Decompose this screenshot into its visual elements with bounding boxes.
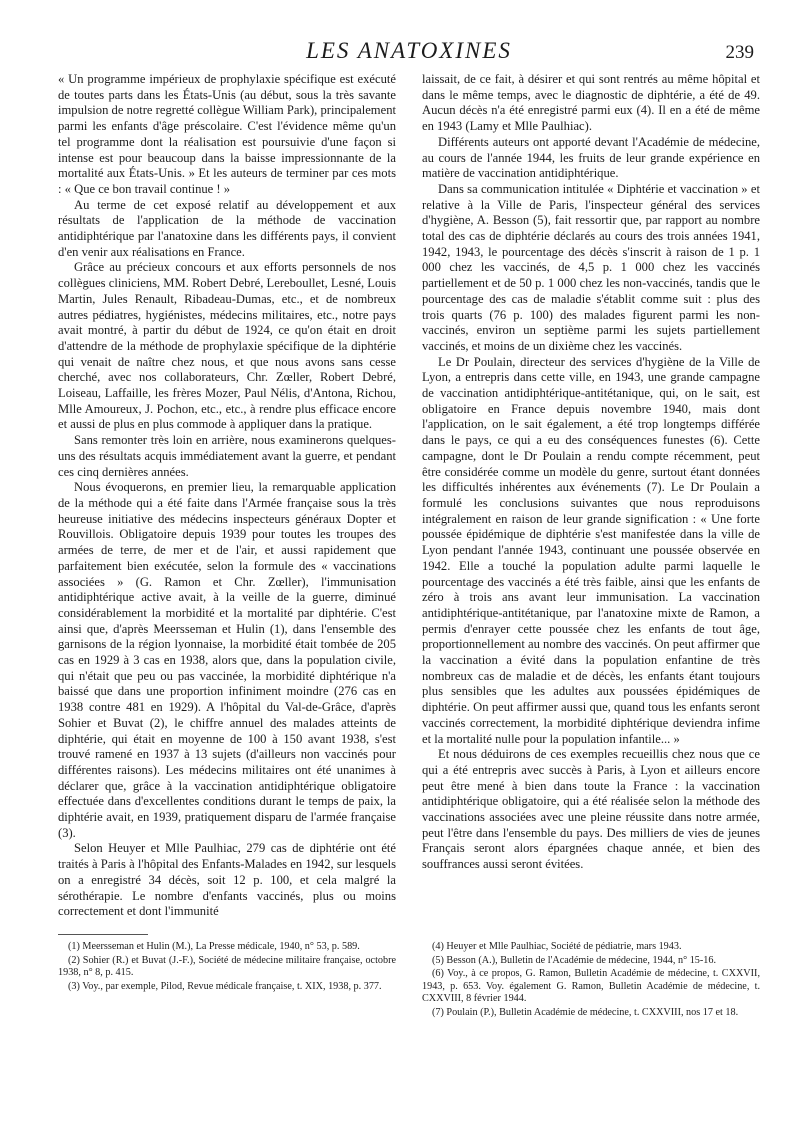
paragraph-p2: Au terme de cet exposé relatif au développement et aux résultats de l'application de la méthode de vaccination antidiphtérique par l'anatoxine dans les différents pays, il convient d'en venir aux réalisations en France.	[58, 197, 396, 259]
page-header	[58, 28, 760, 72]
paragraph-p7: laissait, de ce fait, à désirer et qui sont rentrés au même hôpital et dans le même temps, avec le diagnostic de diphtérie, a été de 49. Aucun décès n'a été enregistré parmi eux (4). Il en a été de même en 1943 (Lamy et Mlle Paulhiac).	[422, 72, 760, 134]
footnote-fn3: (3) Voy., par exemple, Pilod, Revue médicale française, t. XIX, 1938, p. 377.	[68, 980, 382, 992]
page-number: 239	[725, 42, 754, 63]
footnote-rule	[58, 934, 148, 935]
paragraph-p4: Sans remonter très loin en arrière, nous examinerons quelques-uns des résultats acquis immédiatement avant la guerre, et pendant ces cinq dernières années.	[58, 433, 396, 479]
footnote-fn4: (4) Heuyer et Mlle Paulhiac, Société de pédiatrie, mars 1943.	[432, 940, 682, 952]
footnotes-left	[58, 934, 396, 1021]
left-column	[58, 72, 396, 920]
paragraph-p9: Dans sa communication intitulée « Diphtérie et vaccination » et relative à la Ville de Paris, l'inspecteur général des services d'hygiène, A. Besson (5), fait ressortir que, par rapport au nombre total des cas de diphtérie déclarés au cours des trois années 1941, 1942, 1943, le pourcentage des décès s'inscrit à raison de 1 p. 1 000 chez les vaccinés, de 4,5 p. 1 000 chez les vaccinés partiellement et de 50 p. 1 000 chez les non-vaccinés, tandis que le pourcentage des cas de maladie s'établit comme suit : plus des trois quarts (76 p. 100) des malades figurent parmi les non-vaccinés, environ un septième parmi les sujets partiellement vaccinés, et moins de un dixième chez les vaccinés.	[422, 181, 760, 353]
body-columns	[58, 72, 760, 920]
footnote-fn7: (7) Poulain (P.), Bulletin Académie de médecine, t. CXXVIII, nos 17 et 18.	[432, 1006, 739, 1018]
footnote-fn6: (6) Voy., à ce propos, G. Ramon, Bulletin Académie de médecine, t. CXXVII, 1943, p. 653. Voy. également G. Ramon, Bulletin Académie de médecine, t. CXXVIII, 8 février 1944.	[422, 968, 760, 1005]
paragraph-p3: Grâce au précieux concours et aux efforts personnels de nos collègues cliniciens, MM. Robert Debré, Lereboullet, Lesné, Louis Martin, Jules Renault, Ribadeau-Dumas, etc., et de nombreux autres pédiatres, hygiénistes, médecins militaires, etc., notre pays avait montré, à partir du début de 1924, ce qu'on était en droit d'attendre de la méthode de prophylaxie spécifique de la diphtérie qui venait de naître chez nous, et que nous avons sans cesse cherché, avec nos collaborateurs, Chr. Zœller, Robert Debré, Loiseau, Laffaille, les frères Mozer, Paul Nélis, d'Antona, Richou, Mlle Amoureux, J. Pochon, etc., etc., à rendre plus efficace encore et aussi de plus en plus commode à appliquer dans la pratique.	[58, 260, 396, 432]
running-title: LES ANATOXINES	[306, 38, 512, 63]
footnotes	[58, 934, 760, 1021]
paragraph-p1: « Un programme impérieux de prophylaxie spécifique est exécuté de toutes parts dans les États-Unis (au début, sous la très savante impulsion de notre regretté collègue William Park), principalement parmi les enfants d'âge préscolaire. C'est l'évidence même qu'un tel programme dont la réalisation est poursuivie d'une façon si intense est pour beaucoup dans la baisse impressionnante de la mortalité aux États-Unis. » Et les auteurs de terminer par ces mots : « Que ce bon travail continue ! »	[58, 72, 396, 196]
footnote-fn5: (5) Besson (A.), Bulletin de l'Académie de médecine, 1944, n° 15-16.	[432, 954, 717, 966]
footnote-fn1: (1) Meersseman et Hulin (M.), La Presse médicale, 1940, n° 53, p. 589.	[68, 940, 360, 952]
paragraph-p6: Selon Heuyer et Mlle Paulhiac, 279 cas de diphtérie ont été traités à Paris à l'hôpital des Enfants-Malades en 1942, sur lesquels on a enregistré 34 décès, soit 12 p. 100, et cela malgré la sérothérapie. Le nombre d'enfants vaccinés, plus ou moins correctement et dont l'immunité	[58, 841, 396, 919]
paragraph-p8: Différents auteurs ont apporté devant l'Académie de médecine, au cours de l'année 1944, les fruits de leur grande expérience en matière de vaccination antidiphtérique.	[422, 134, 760, 181]
paragraph-p10: Le Dr Poulain, directeur des services d'hygiène de la Ville de Lyon, a entrepris dans cette ville, en 1943, une grande campagne de vaccination antidiphtérique-antitétanique, qui, on le sait, est obligatoire en France depuis novembre 1940, mais dont l'application, on le sait également, a été trop longtemps différée dans le pays, ce qui a eu des conséquences funestes (6). Cette campagne, dont le Dr Poulain a rendu compte récemment, peut être considérée comme un modèle du genre, surtout étant données les difficultés inhérentes aux événements (7). Le Dr Poulain a formulé les conclusions suivantes que nous reproduisons intégralement en raison de leur grande signification : « Une forte poussée épidémique de diphtérie s'est manifestée dans la ville de Lyon pendant l'année 1943, continuant une poussée observée en 1942. Elle a touché la population adulte parmi laquelle le pourcentage des vaccinés a été très faible, ainsi que les enfants de zéro à trois ans avant leur immunisation. La vaccination antidiphtérique-antitétanique, par l'anatoxine mixte de Ramon, a permis d'enrayer cette poussée chez les enfants de tout âge, proportionnellement au nombre des vaccinés. On peut affirmer que la vaccination a évité dans la population enfantine de très nombreux cas de maladie et de décès, les enfants étant toujours plus sensibles que les adultes aux poussées épidémiques de diphtérie. On peut affirmer aussi que, quand tous les enfants seront vaccinés correctement, la morbidité diphtérique deviendra infime et la mortalité nulle pour la population infantile... »	[422, 354, 760, 746]
paragraph-p11: Et nous déduirons de ces exemples recueillis chez nous que ce qui a été entrepris avec succès à Paris, à Lyon et ailleurs encore peut être mené à bien dans toute la France : la vaccination antidiphtérique obligatoire, qui a été réalisée selon la méthode des vaccinations associées avec une pleine réussite dans notre armée, peut l'être dans l'ensemble du pays. Des milliers de vies de jeunes Français seront alors épargnées chaque année, et bien des souffrances aussi seront évitées.	[422, 747, 760, 872]
footnotes-right	[422, 934, 760, 1021]
paragraph-p5: Nous évoquerons, en premier lieu, la remarquable application de la méthode qui a été faite dans l'Armée française sous la très heureuse initiative des médecins inspecteurs généraux Dopter et Rouvillois. Obligatoire depuis 1939 pour toutes les troupes des armées de terre, de mer et de l'air, et aussi rapidement que parfaitement bien exécutée, selon la formule des « vaccinations associées » (G. Ramon et Chr. Zœller), l'immunisation antidiphtérique active avait, à la veille de la guerre, diminué considérablement la morbidité et la mortalité par diphtérie. C'est ainsi que, d'après Meersseman et Hulin (1), dans l'ensemble des garnisons de la région lyonnaise, la morbidité était tombée de 205 cas en 1929 à 3 cas en 1938, alors que, dans la population civile, qui n'était que peu ou pas vaccinée, la morbidité diphtérique n'a baissé que dans une proportion infiniment moindre (276 cas en 1938 contre 481 en 1929). A l'hôpital du Val-de-Grâce, d'après Sohier et Buvat (2), le chiffre annuel des malades atteints de diphtérie, qui était en moyenne de 100 à 150 avant 1938, s'est trouvé ramené en 1937 à 13 sujets (d'ailleurs non vaccinés pour différentes raisons). Les médecins militaires ont été unanimes à déclarer que, grâce à la vaccination antidiphtérique obligatoire effectuée dans d'excellentes conditions durant le temps de paix, la diphtérie avait, en 1939, pratiquement disparu de l'armée française (3).	[58, 480, 396, 840]
footnote-fn2: (2) Sohier (R.) et Buvat (J.-F.), Société de médecine militaire française, octobre 1938, n° 8, p. 415.	[58, 954, 396, 979]
right-column	[422, 72, 760, 920]
